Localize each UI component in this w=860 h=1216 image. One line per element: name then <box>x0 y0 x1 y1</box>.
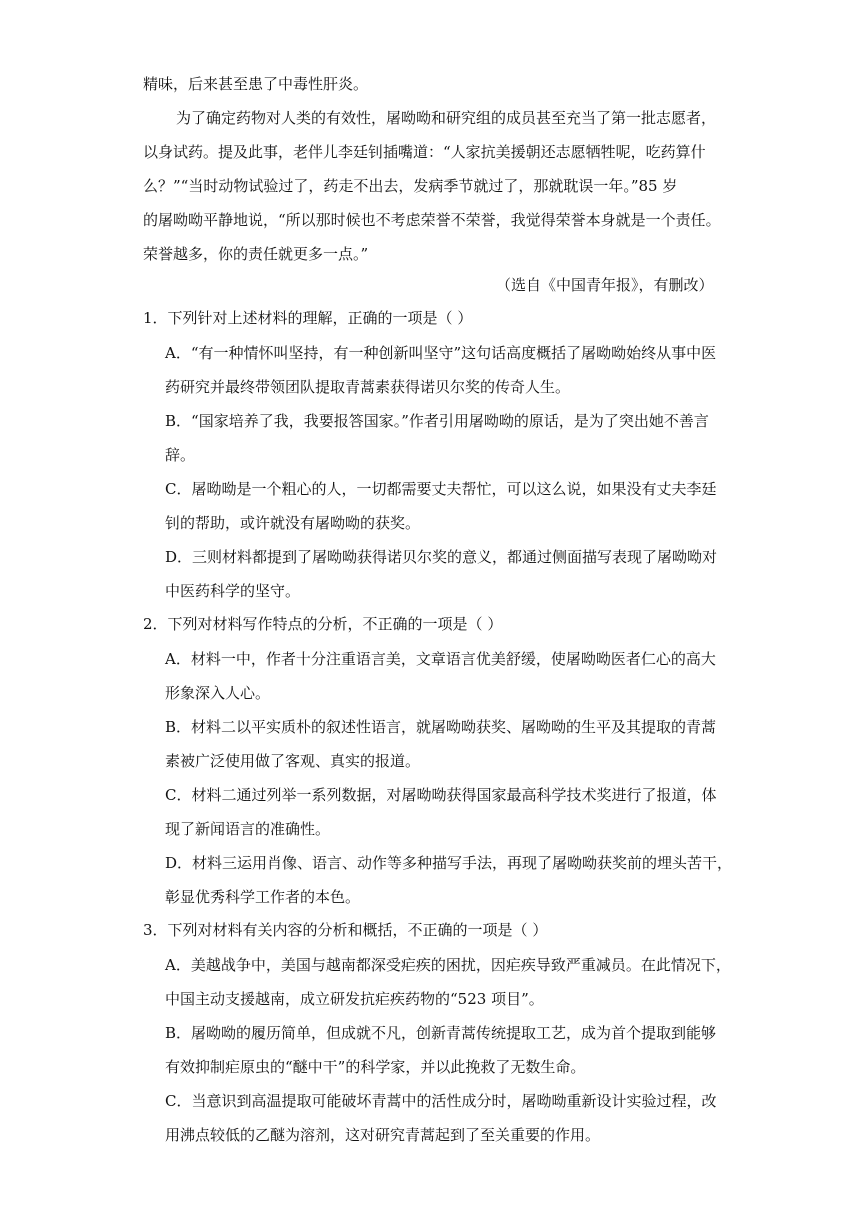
question-1-option-d-cont: 中医药科学的坚守。 <box>165 582 301 600</box>
question-2-option-c: C．材料二通过列举一系列数据，对屠呦呦获得国家最高科学技术奖进行了报道，体 <box>165 786 717 804</box>
question-1-option-c-cont: 钊的帮助，或许就没有屠呦呦的获奖。 <box>165 514 421 532</box>
question-1-option-b-cont: 辞。 <box>165 446 196 464</box>
question-2-option-b-cont: 素被广泛使用做了客观、真实的报道。 <box>165 752 421 770</box>
question-2-stem: 2．下列对材料写作特点的分析，不正确的一项是（ ） <box>143 615 503 633</box>
question-3-option-a-cont: 中国主动支援越南，成立研发抗疟疾药物的“523 项目”。 <box>165 990 544 1008</box>
passage-line: 为了确定药物对人类的有效性，屠呦呦和研究组的成员甚至充当了第一批志愿者， <box>176 109 717 127</box>
question-3-option-c-cont: 用沸点较低的乙醚为溶剂，这对研究青蒿起到了至关重要的作用。 <box>165 1126 601 1144</box>
question-3-option-a: A．美越战争中，美国与越南都深受疟疾的困扰，因疟疾导致严重减员。在此情况下， <box>165 956 731 974</box>
question-2-option-d-cont: 彰显优秀科学工作者的本色。 <box>165 888 361 906</box>
question-2-option-c-cont: 现了新闻语言的准确性。 <box>165 820 331 838</box>
passage-line: 么？”“当时动物试验过了，药走不出去，发病季节就过了，那就耽误一年。”85 岁 <box>143 177 678 195</box>
question-2-option-d: D．材料三运用肖像、语言、动作等多种描写手法，再现了屠呦呦获奖前的埋头苦干， <box>165 854 733 872</box>
passage-line: 以身试药。提及此事，老伴儿李廷钊插嘴道：“人家抗美援朝还志愿牺牲呢，吃药算什 <box>143 143 706 161</box>
question-1-stem: 1．下列针对上述材料的理解，正确的一项是（ ） <box>143 309 473 327</box>
question-1-option-a: A．“有一种情怀叫坚持，有一种创新叫坚守”这句话高度概括了屠呦呦始终从事中医 <box>165 344 717 362</box>
question-3-option-b-cont: 有效抑制疟原虫的“醚中干”的科学家，并以此挽救了无数生命。 <box>165 1058 586 1076</box>
question-2-option-a: A．材料一中，作者十分注重语言美，文章语言优美舒缓，使屠呦呦医者仁心的高大 <box>165 650 716 668</box>
passage-line: 荣誉越多，你的责任就更多一点。” <box>143 245 369 263</box>
question-3-stem: 3．下列对材料有关内容的分析和概括，不正确的一项是（ ） <box>143 921 548 939</box>
question-1-option-d: D．三则材料都提到了屠呦呦获得诺贝尔奖的意义，都通过侧面描写表现了屠呦呦对 <box>165 548 718 566</box>
source-citation: （选自《中国青年报》，有删改） <box>496 276 714 294</box>
question-3-option-b: B．屠呦呦的履历简单，但成就不凡，创新青蒿传统提取工艺，成为首个提取到能够 <box>165 1024 717 1042</box>
question-2-option-a-cont: 形象深入人心。 <box>165 684 271 702</box>
question-3-option-c: C．当意识到高温提取可能破坏青蒿中的活性成分时，屠呦呦重新设计实验过程，改 <box>165 1092 717 1110</box>
passage-line: 的屠呦呦平静地说，“所以那时候也不考虑荣誉不荣誉，我觉得荣誉本身就是一个责任。 <box>143 211 721 229</box>
question-1-option-c: C．屠呦呦是一个粗心的人，一切都需要丈夫帮忙，可以这么说，如果没有丈夫李廷 <box>165 480 717 498</box>
question-1-option-a-cont: 药研究并最终带领团队提取青蒿素获得诺贝尔奖的传奇人生。 <box>165 378 571 396</box>
passage-line: 精味，后来甚至患了中毒性肝炎。 <box>143 75 369 93</box>
question-1-option-b: B．“国家培养了我，我要报答国家。”作者引用屠呦呦的原话，是为了突出她不善言 <box>165 412 709 430</box>
question-2-option-b: B．材料二以平实质朴的叙述性语言，就屠呦呦获奖、屠呦呦的生平及其提取的青蒿 <box>165 718 717 736</box>
